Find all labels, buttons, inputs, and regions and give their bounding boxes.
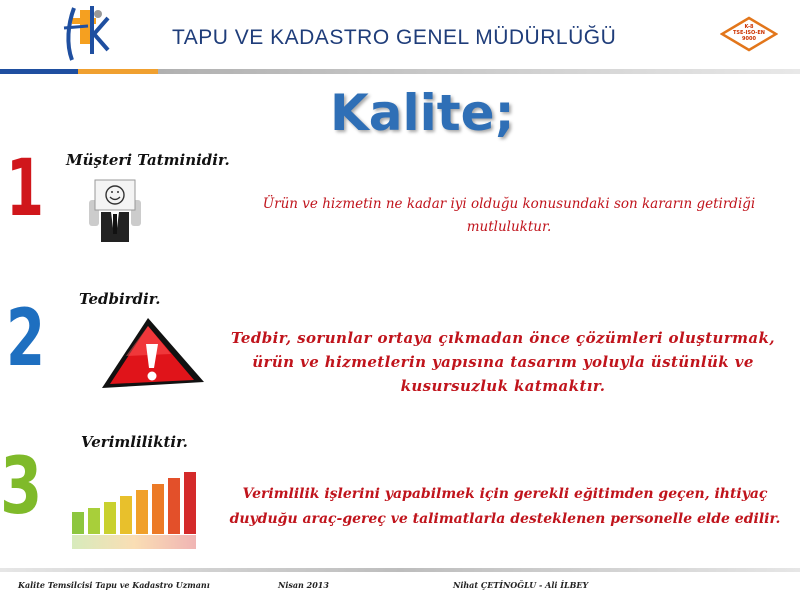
page-title: Kalite; <box>330 84 515 142</box>
section-number-1: 1 <box>6 144 44 234</box>
section-text-1: Ürün ve hizmetin ne kadar iyi olduğu konusundaki son kararın getirdiği mutluluktur. <box>262 196 756 235</box>
header-divider <box>0 69 800 74</box>
footer-author-title: Kalite Temsilcisi Tapu ve Kadastro Uzmanı <box>18 580 210 590</box>
certificate-line-2: TSE-ISO-EN <box>733 30 765 36</box>
section-number-2: 2 <box>6 294 46 384</box>
section-number-3: 3 <box>0 442 43 532</box>
iso-certificate-badge <box>720 16 778 52</box>
section-heading-3: Verimliliktir. <box>81 433 188 451</box>
section-heading-1: Müşteri Tatminidir. <box>66 151 230 169</box>
footer-date: Nisan 2013 <box>278 580 329 590</box>
growth-bar-chart-icon <box>68 468 202 550</box>
footer-authors: Nihat ÇETİNOĞLU - Ali İLBEY <box>453 580 589 590</box>
section-heading-2: Tedbirdir. <box>79 290 161 308</box>
section-text-2: Tedbir, sorunlar ortaya çıkmadan önce çözümleri oluşturmak, ürün ve hizmetlerin yapısına tasarım yoluyla üstünlük ve kusursuzluk katmaktır. <box>231 329 775 395</box>
section-text-3: Verimlilik işlerini yapabilmek için gerekli eğitimden geçen, ihtiyaç duyduğu araç-gereç ve talimatlarla desteklenen personelle elde edilir. <box>229 486 781 527</box>
certificate-line-3: 9000 <box>742 36 756 42</box>
warning-triangle-icon <box>96 316 206 394</box>
tk-logo <box>58 4 110 66</box>
organization-title: TAPU VE KADASTRO GENEL MÜDÜRLÜĞÜ <box>172 26 617 49</box>
certificate-line-1: K-8 <box>744 24 754 30</box>
smiley-sign-person-icon <box>83 178 147 242</box>
footer-divider <box>0 568 800 572</box>
